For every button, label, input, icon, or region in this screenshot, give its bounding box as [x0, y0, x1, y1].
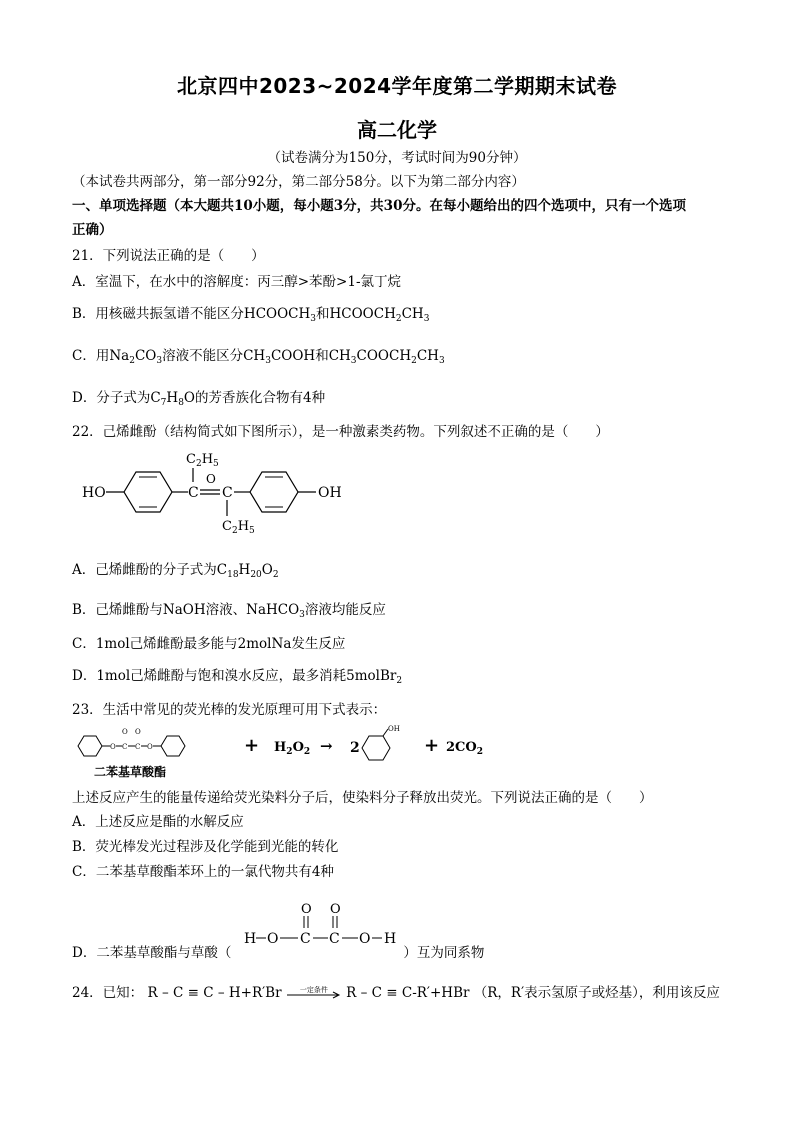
- q23-option-d: D．二苯基草酸酯与草酸（ ）互为同系物: [72, 945, 485, 961]
- ethyl-top-label: $C_2H_5$: [186, 452, 219, 469]
- phenyl-ring-right: [161, 736, 185, 756]
- q21-option-d: D．分子式为$C_7H_8O$的芳香族化合物有4种: [72, 390, 326, 408]
- diphenyl-oxalate-name: 二苯基草酸酯: [94, 765, 167, 779]
- oxalic-c2: C: [329, 931, 340, 947]
- parts-info: （本试卷共两部分，第一部分92分，第二部分58分。以下为第二部分内容）: [72, 174, 525, 190]
- benzene-ring-left: [124, 472, 172, 512]
- q23-intro: 上述反应产生的能量传递给荧光染料分子后，使染料分子释放出荧光。下列说法正确的是（ ）: [72, 790, 653, 806]
- q23-option-a: A．上述反应是酯的水解反应: [72, 814, 244, 830]
- q24-stem: 24．已知： R – C ≡ C – H+R′Br 一定条件 R – C ≡ C-R′+HBr （R，R′表示氢原子或烃基），利用该反应: [72, 985, 720, 1001]
- reaction-arrow: →: [320, 737, 333, 755]
- condition-arrow: 一定条件: [286, 987, 342, 1001]
- exam-subject: 高二化学: [357, 118, 437, 142]
- c-right-label: C: [222, 485, 233, 501]
- q22-option-c: C．1mol己烯雌酚最多能与2molNa发生反应: [72, 636, 346, 652]
- diethylstilbestrol-structure: [72, 446, 362, 546]
- section-heading-line2: 正确）: [72, 222, 113, 238]
- q22-option-b: B．己烯雌酚与NaOH溶液、NaHCO$_3$溶液均能反应: [72, 602, 386, 620]
- q23-stem: 23．生活中常见的荧光棒的发光原理可用下式表示：: [72, 702, 387, 718]
- glowstick-equation: [72, 724, 492, 782]
- h2o2-formula: $H_2O_2$: [274, 740, 311, 757]
- q21-option-a: A．室温下，在水中的溶解度：丙三醇>苯酚>1-氯丁烷: [72, 274, 402, 290]
- oxalic-o2: O: [359, 931, 371, 947]
- oxalic-h1: H: [244, 931, 257, 947]
- q21-stem: 21．下列说法正确的是（ ）: [72, 248, 265, 264]
- q23-option-b: B．荧光棒发光过程涉及化学能到光能的转化: [72, 839, 339, 855]
- co2-formula: $2CO_2$: [446, 740, 483, 757]
- q22-stem: 22．己烯雌酚（结构简式如下图所示），是一种激素类药物。下列叙述不正确的是（ ）: [72, 424, 609, 440]
- exam-info: （试卷满分为150分，考试时间为90分钟）: [267, 150, 527, 166]
- phenol-ring: [362, 736, 390, 760]
- q21-option-c: C．用$Na_2CO_3$溶液不能区分$CH_3COOH$和$CH_3COOCH_2CH_3$: [72, 348, 445, 366]
- q22-option-a: A．己烯雌酚的分子式为$C_{18}H_{20}O_2$: [72, 562, 279, 580]
- oxalic-c1: C: [300, 931, 311, 947]
- oh-right-label: OH: [318, 485, 342, 501]
- q23-option-c: C．二苯基草酸酯苯环上的一氯代物共有4种: [72, 864, 334, 880]
- ester-o4: O: [147, 743, 153, 751]
- ester-o2: O: [122, 728, 128, 736]
- section-heading-line1: 一、单项选择题（本大题共10小题，每小题3分，共30分。在每小题给出的四个选项中，只有一个选项: [72, 198, 686, 214]
- o-label: O: [206, 472, 216, 486]
- ethyl-bottom-label: $C_2H_5$: [222, 519, 255, 536]
- c-left-label: C: [188, 485, 199, 501]
- exam-title: 北京四中2023~2024学年度第二学期期末试卷: [176, 74, 618, 98]
- ester-o1: O: [110, 743, 116, 751]
- q22-option-d: D．1mol己烯雌酚与饱和溴水反应，最多消耗5molBr$_2$: [72, 668, 403, 686]
- oxalic-o-top1: O: [301, 902, 312, 917]
- plus-sign-2: +: [424, 735, 440, 756]
- phenol-oh: OH: [388, 725, 400, 733]
- ester-c1: C: [122, 743, 128, 751]
- phenyl-ring-left: [78, 736, 102, 756]
- oxalic-o-top2: O: [330, 902, 341, 917]
- oxalic-acid-structure: [240, 900, 410, 962]
- ester-o3: O: [135, 728, 141, 736]
- oxalic-o1: O: [267, 931, 279, 947]
- ho-left-label: HO: [82, 485, 106, 501]
- q21-option-b: B．用核磁共振氢谱不能区分$HCOOCH_3$和$HCOOCH_2CH_3$: [72, 306, 430, 324]
- phenol-coefficient: 2: [350, 740, 360, 756]
- plus-sign-1: +: [244, 735, 260, 756]
- oxalic-h2: H: [384, 931, 397, 947]
- ester-c2: C: [135, 743, 141, 751]
- benzene-ring-right: [250, 472, 298, 512]
